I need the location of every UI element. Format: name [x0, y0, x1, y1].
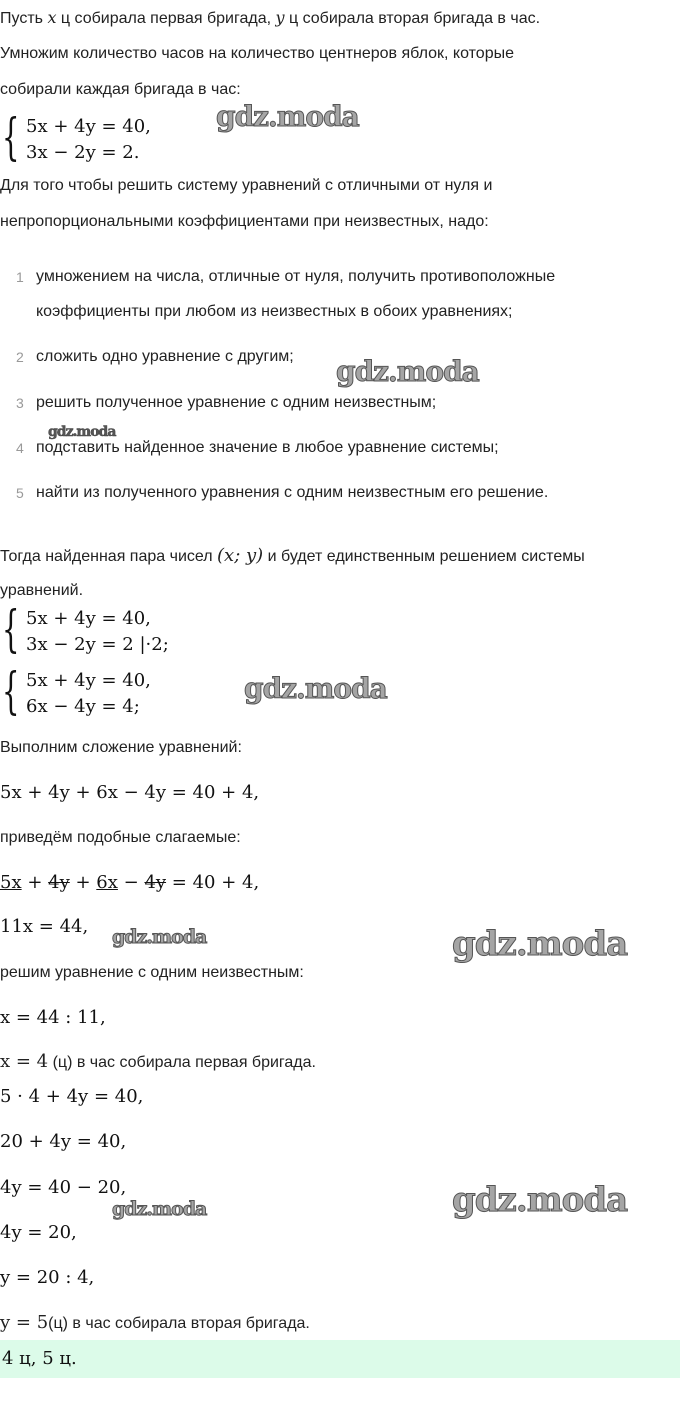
- y-result-text: (ц) в час собирала вторая бригада.: [48, 1315, 310, 1332]
- conclusion-line-1: [0, 546, 585, 567]
- step-number: 3: [16, 395, 24, 411]
- watermark: gdz.moda: [216, 100, 359, 133]
- answer-text: 4 ц, 5 ц.: [2, 1348, 77, 1369]
- term-crossed: 4y: [48, 872, 70, 893]
- brace: {: [2, 662, 20, 720]
- equation: 5x + 4y = 40,: [26, 670, 151, 691]
- watermark: gdz.moda: [112, 1198, 207, 1220]
- step-text: умножением на числа, отличные от нуля, получить противоположные: [36, 268, 556, 285]
- watermark: gdz.moda: [112, 926, 207, 948]
- watermark: gdz.moda: [452, 1180, 628, 1220]
- equation: 3x − 2y = 2 |·2;: [26, 634, 169, 655]
- equation: 4y = 40 − 20,: [0, 1177, 127, 1198]
- operator: −: [117, 872, 145, 893]
- intro-line-1: [0, 8, 540, 29]
- y-result: [0, 1313, 310, 1334]
- var-y: y: [275, 8, 285, 27]
- step-number: 1: [16, 269, 24, 285]
- step-text: решить полученное уравнение с одним неизвестным;: [36, 394, 437, 411]
- equation: 3x − 2y = 2.: [26, 142, 140, 163]
- y-value: y = 5: [0, 1312, 49, 1333]
- equation: 5x + 4y = 40,: [26, 608, 151, 629]
- equation: y = 20 : 4,: [0, 1267, 95, 1288]
- step-text: сложить одно уравнение с другим;: [36, 348, 294, 365]
- brace: {: [2, 600, 20, 658]
- intro-line-3: собирали каждая бригада в час:: [0, 81, 241, 98]
- equation-rest: = 40 + 4,: [166, 872, 260, 893]
- equation: 5x + 4y + 6x − 4y = 40 + 4,: [0, 782, 260, 803]
- intro-text: ц собирала вторая бригада в час.: [284, 10, 541, 27]
- conclusion-line-2: уравнений.: [0, 582, 84, 599]
- conclusion-text: Тогда найденная пара чисел: [0, 548, 218, 565]
- pair-xy: (x; y): [217, 545, 264, 566]
- equation: 20 + 4y = 40,: [0, 1131, 127, 1152]
- add-label: Выполним сложение уравнений:: [0, 739, 242, 756]
- watermark: gdz.moda: [244, 672, 387, 705]
- brace: {: [2, 108, 20, 166]
- var-x: x: [47, 8, 57, 27]
- watermark: gdz.moda: [48, 424, 116, 440]
- equation: 5 · 4 + 4y = 40,: [0, 1086, 144, 1107]
- intro-text: ц собирала первая бригада,: [56, 10, 276, 27]
- method-line-1: Для того чтобы решить систему уравнений с отличными от нуля и: [0, 177, 493, 194]
- step-number: 4: [16, 440, 24, 456]
- equation: 6x − 4y = 4;: [26, 696, 140, 717]
- watermark: gdz.moda: [452, 924, 628, 964]
- equation: 11x = 44,: [0, 916, 89, 937]
- method-line-2: непропорциональными коэффициентами при неизвестных, надо:: [0, 213, 489, 230]
- intro-text: Пусть: [0, 10, 48, 27]
- operator: +: [69, 872, 97, 893]
- equation: x = 44 : 11,: [0, 1007, 106, 1028]
- solve-label: решим уравнение с одним неизвестным:: [0, 964, 304, 981]
- x-result-text: (ц) в час собирала первая бригада.: [48, 1054, 316, 1071]
- answer-box: [0, 1340, 680, 1378]
- equation: 5x + 4y = 40,: [26, 116, 151, 137]
- intro-line-2: Умножим количество часов на количество центнеров яблок, которые: [0, 45, 514, 62]
- similar-label: приведём подобные слагаемые:: [0, 829, 241, 846]
- step-number: 5: [16, 485, 24, 501]
- x-value: x = 4: [0, 1051, 49, 1072]
- conclusion-text: и будет единственным решением системы: [263, 548, 585, 565]
- equation: 4y = 20,: [0, 1222, 77, 1243]
- operator: +: [21, 872, 49, 893]
- watermark: gdz.moda: [336, 355, 479, 388]
- step-text: найти из полученного уравнения с одним неизвестным его решение.: [36, 484, 549, 501]
- term-crossed: 4y: [144, 872, 167, 893]
- step-number: 2: [16, 349, 24, 365]
- step-text: коэффициенты при любом из неизвестных в обоих уравнениях;: [36, 303, 513, 320]
- term-underlined: 5x: [0, 872, 22, 893]
- x-result: [0, 1052, 316, 1073]
- term-underlined: 6x: [96, 872, 118, 893]
- step-text: подставить найденное значение в любое уравнение системы;: [36, 439, 499, 456]
- struck-equation: [0, 872, 259, 894]
